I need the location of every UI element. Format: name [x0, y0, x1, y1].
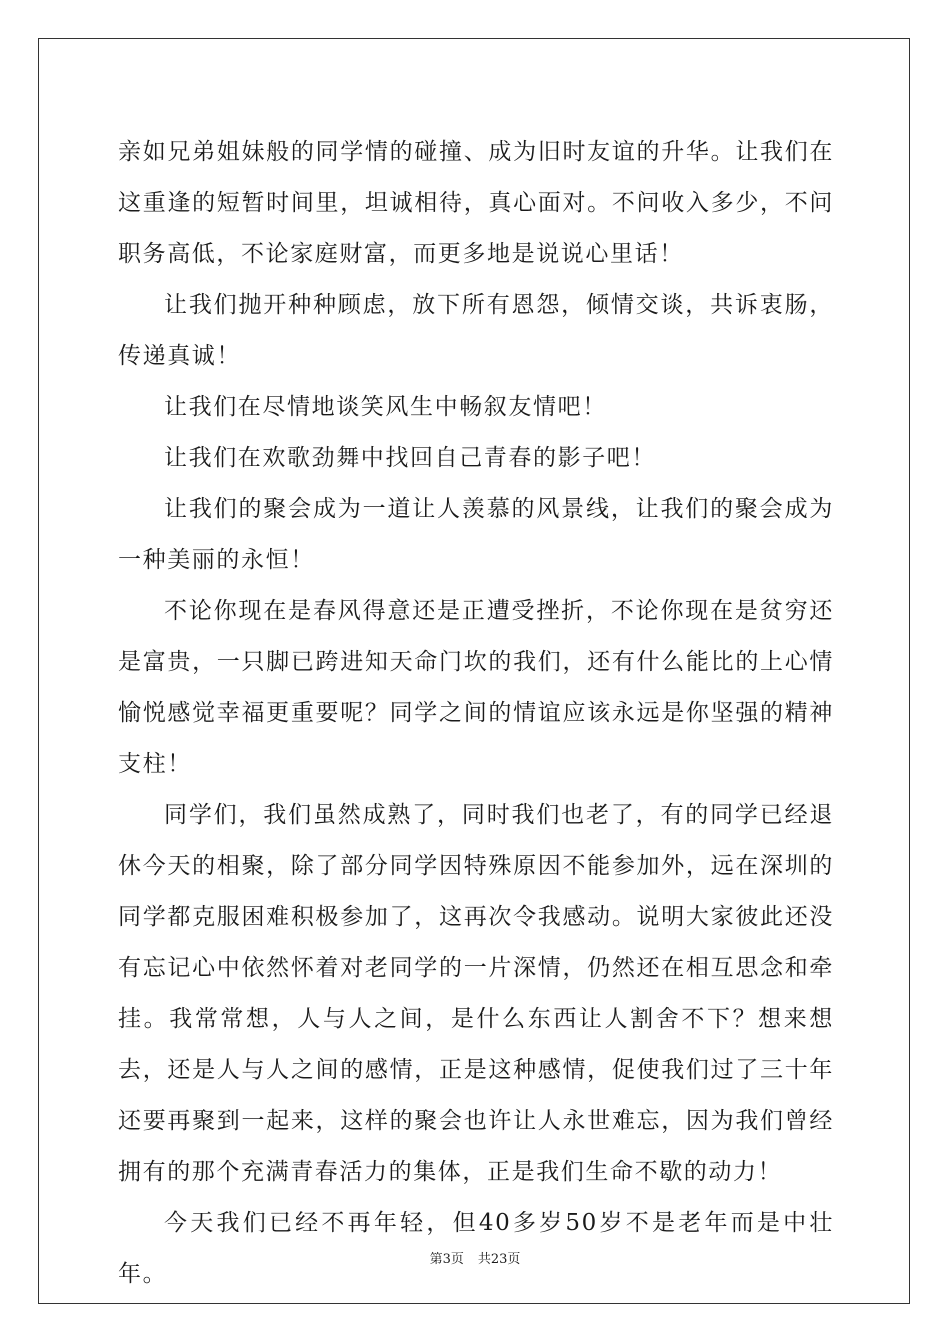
paragraph-2: 让我们抛开种种顾虑，放下所有恩怨，倾情交谈，共诉衷肠，传递真诚！ [118, 292, 834, 369]
current-page-number: 第3页 [429, 1252, 464, 1267]
paragraph-7: 同学们，我们虽然成熟了，同时我们也老了，有的同学已经退休今天的相聚，除了部分同学因特殊原因不能参加外，远在深圳的同学都克服困难积极参加了，这再次令我感动。说明大家彼此还没有忘记心中依然怀着对老同学的一片深情，仍然还在相互思念和牵挂。我常常想，人与人之间，是什么东西让人割舍不下？想来想去，还是人与人之间的感情，正是这种感情，促使我们过了三十年还要再聚到一起来，这样的聚会也许让人永世难忘，因为我们曾经拥有的那个充满青春活力的集体，正是我们生命不歇的动力！ [118, 802, 834, 1185]
paragraph-4: 让我们在欢歌劲舞中找回自己青春的影子吧！ [164, 445, 656, 471]
paragraph-5: 让我们的聚会成为一道让人羡慕的风景线，让我们的聚会成为一种美丽的永恒！ [118, 496, 834, 573]
paragraph-8: 今天我们已经不再年轻，但40多岁50岁不是老年而是中壮年。 [118, 1210, 834, 1287]
paragraph-6: 不论你现在是春风得意还是正遭受挫折，不论你现在是贫穷还是富贵，一只脚已跨进知天命门坎的我们，还有什么能比的上心情愉悦感觉幸福更重要呢？同学之间的情谊应该永远是你坚强的精神支柱！ [118, 598, 834, 777]
document-body [118, 127, 834, 1300]
paragraph-1: 亲如兄弟姐妹般的同学情的碰撞、成为旧时友谊的升华。让我们在这重逢的短暂时间里，坦诚相待，真心面对。不问收入多少，不问职务高低，不论家庭财富，而更多地是说说心里话！ [118, 139, 834, 267]
total-page-count: 共23页 [477, 1252, 521, 1267]
page-footer [0, 1248, 950, 1267]
paragraph-3: 让我们在尽情地谈笑风生中畅叙友情吧！ [164, 394, 607, 420]
